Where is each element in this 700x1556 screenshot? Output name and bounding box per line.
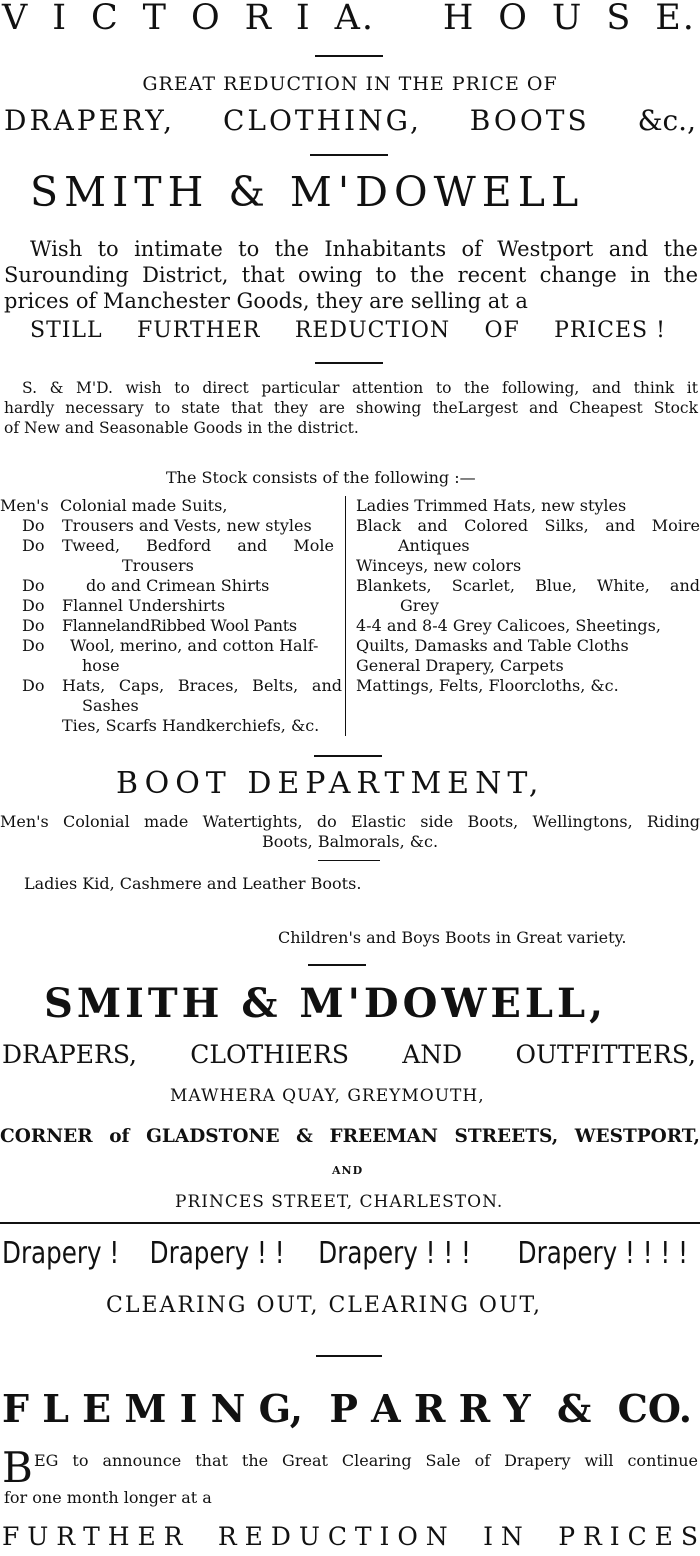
divider: [315, 55, 383, 57]
goods-word: DRAPERY,: [4, 104, 176, 137]
stock-label: Do: [22, 596, 45, 615]
reduction-word: PRICES !: [554, 318, 666, 343]
attention-line: of New and Seasonable Goods in the district.: [4, 419, 359, 437]
stock-label: [0, 656, 66, 676]
further-reduction-line: [30, 318, 666, 343]
stock-item: General Drapery, Carpets: [356, 656, 564, 675]
stock-text: hose: [82, 656, 120, 675]
goods-line: [4, 104, 696, 137]
stock-label: Do: [22, 636, 45, 655]
trades-line: [2, 1040, 696, 1069]
stock-text: Tweed, Bedford and Mole: [62, 536, 334, 555]
title-letter: H: [442, 0, 476, 38]
reduction-word: STILL: [30, 318, 103, 343]
stock-text: do and Crimean Shirts: [86, 576, 270, 595]
boot-department-heading: BOOT DEPARTMENT,: [116, 766, 545, 801]
stock-item: Black and Colored Silks, and Moire: [356, 516, 700, 535]
stock-label: Men's: [0, 496, 49, 515]
divider: [318, 860, 380, 861]
clearing-out-line: CLEARING OUT, CLEARING OUT,: [106, 1293, 542, 1318]
stock-item: Winceys, new colors: [356, 556, 522, 575]
title-letter: S: [606, 0, 633, 38]
stock-item: Ladies Trimmed Hats, new styles: [356, 496, 627, 515]
stock-left-column: [0, 496, 346, 736]
divider: [315, 362, 383, 364]
announce-line: EG to announce that the Great Clearing Sale of Drapery will continue: [34, 1451, 698, 1470]
closing-word: F U R T H E R: [2, 1522, 183, 1551]
divider: [314, 755, 382, 757]
closing-word: I N: [483, 1522, 523, 1551]
title-letter: I: [295, 0, 312, 38]
divider: [316, 1355, 382, 1357]
intro-line: Wish to intimate to the Inhabitants of Westport and the: [30, 237, 698, 261]
stock-item: Blankets, Scarlet, Blue, White, and: [356, 576, 700, 595]
stock-item: [0, 516, 345, 536]
title-letter: V: [2, 0, 30, 38]
victoria-house-title: [2, 0, 696, 38]
fleming-firm-name: [2, 1386, 692, 1431]
divider: [308, 964, 366, 966]
stock-text: Colonial made Suits,: [60, 496, 228, 515]
closing-word: R E D U C T I O N: [217, 1522, 448, 1551]
stock-label: Do: [22, 676, 45, 695]
reduction-word: OF: [484, 318, 520, 343]
stock-heading: The Stock consists of the following :—: [166, 468, 476, 487]
drapery-word: Drapery ! ! ! !: [517, 1236, 688, 1271]
reduction-word: FURTHER: [137, 318, 261, 343]
stock-item: Quilts, Damasks and Table Cloths: [356, 636, 629, 655]
address-westport: CORNER of GLADSTONE & FREEMAN STREETS, WESTPORT,: [0, 1126, 700, 1147]
stock-label: Do: [22, 516, 45, 535]
stock-item: [0, 636, 345, 656]
stock-item: [0, 596, 345, 616]
title-letter: I: [52, 0, 69, 38]
stock-text: FlannelandRibbed Wool Pants: [62, 616, 297, 635]
stock-left-footer: [0, 716, 345, 736]
boot-children-line: Children's and Boys Boots in Great variety.: [278, 928, 627, 947]
trade-word: OUTFITTERS,: [515, 1040, 696, 1069]
reduction-intro: GREAT REDUCTION IN THE PRICE OF: [142, 73, 558, 95]
boot-line: Boots, Balmorals, &c.: [262, 832, 439, 851]
stock-text: Flannel Undershirts: [62, 596, 226, 615]
stock-label: Do: [22, 616, 45, 635]
title-letter: C: [90, 0, 120, 38]
address-and: AND: [332, 1164, 364, 1177]
firm-word: P A R R Y: [329, 1386, 531, 1431]
trade-word: CLOTHIERS: [190, 1040, 350, 1069]
stock-text: Trousers: [122, 556, 194, 575]
title-letter: R: [244, 0, 273, 38]
goods-word: BOOTS: [469, 104, 590, 137]
trade-word: AND: [402, 1040, 463, 1069]
address-greymouth: MAWHERA QUAY, GREYMOUTH,: [170, 1086, 485, 1106]
title-letter: O: [498, 0, 529, 38]
boot-ladies-line: Ladies Kid, Cashmere and Leather Boots.: [24, 874, 362, 893]
attention-paragraph: [4, 378, 698, 438]
firm-word: F L E M I N G,: [2, 1386, 303, 1431]
intro-line: Surounding District, that owing to the recent change in the: [4, 263, 698, 287]
stock-item: Grey: [400, 596, 439, 615]
stock-item: 4-4 and 8-4 Grey Calicoes, Sheetings,: [356, 616, 661, 635]
stock-item: [0, 676, 345, 696]
title-letter: O: [190, 0, 222, 38]
stock-item: Antiques: [398, 536, 470, 555]
stock-label: Do: [22, 576, 45, 595]
stock-item: [0, 556, 345, 576]
attention-line: hardly necessary to state that they are showing theLargest and Cheapest Stock: [4, 399, 698, 417]
stock-right-column: [356, 496, 700, 696]
intro-line: prices of Manchester Goods, they are selling at a: [4, 289, 528, 313]
stock-item: [0, 496, 345, 516]
stock-label: [0, 556, 66, 576]
drapery-word: Drapery ! ! !: [318, 1236, 471, 1271]
reduction-word: REDUCTION: [294, 318, 451, 343]
drapery-word: Drapery ! !: [149, 1236, 285, 1271]
stock-text: Trousers and Vests, new styles: [62, 516, 312, 535]
drapery-word: Drapery !: [2, 1236, 120, 1271]
firm-word: CO.: [617, 1386, 692, 1431]
intro-paragraph: [4, 236, 698, 314]
stock-text: Sashes: [82, 696, 139, 715]
trade-word: DRAPERS,: [2, 1040, 137, 1069]
stock-label: Do: [22, 536, 45, 555]
stock-text: Ties, Scarfs Handkerchiefs, &c.: [62, 716, 320, 735]
drop-cap: B: [2, 1443, 33, 1492]
announce-line: for one month longer at a: [4, 1488, 212, 1507]
goods-word: CLOTHING,: [222, 104, 422, 137]
title-letter: E.: [655, 0, 696, 38]
attention-line: S. & M'D. wish to direct particular attention to the following, and think it: [22, 379, 698, 397]
firm-name: SMITH & M'DOWELL: [30, 168, 585, 216]
firm-word: &: [556, 1386, 592, 1431]
goods-word: &c.,: [637, 104, 696, 137]
closing-word: P R I C E S: [558, 1522, 698, 1551]
section-separator: [0, 1222, 700, 1224]
firm-name-bold: SMITH & M'DOWELL,: [44, 980, 608, 1027]
title-letter: T: [142, 0, 169, 38]
divider: [310, 154, 388, 156]
stock-text: Wool, merino, and cotton Half-: [70, 636, 319, 655]
stock-item: Mattings, Felts, Floorcloths, &c.: [356, 676, 619, 695]
address-charleston: PRINCES STREET, CHARLESTON.: [175, 1192, 504, 1212]
stock-item: [0, 536, 345, 556]
stock-item: [0, 576, 345, 596]
stock-item: [0, 656, 345, 676]
title-letter: U: [551, 0, 584, 38]
stock-item: [0, 696, 345, 716]
closing-line: [2, 1522, 698, 1551]
stock-text: Hats, Caps, Braces, Belts, and: [62, 676, 342, 695]
boot-line: Men's Colonial made Watertights, do Elastic side Boots, Wellingtons, Riding: [0, 812, 700, 831]
title-letter: A.: [334, 0, 375, 38]
stock-label: [0, 696, 66, 716]
stock-item: [0, 616, 345, 636]
drapery-line: [2, 1236, 700, 1271]
